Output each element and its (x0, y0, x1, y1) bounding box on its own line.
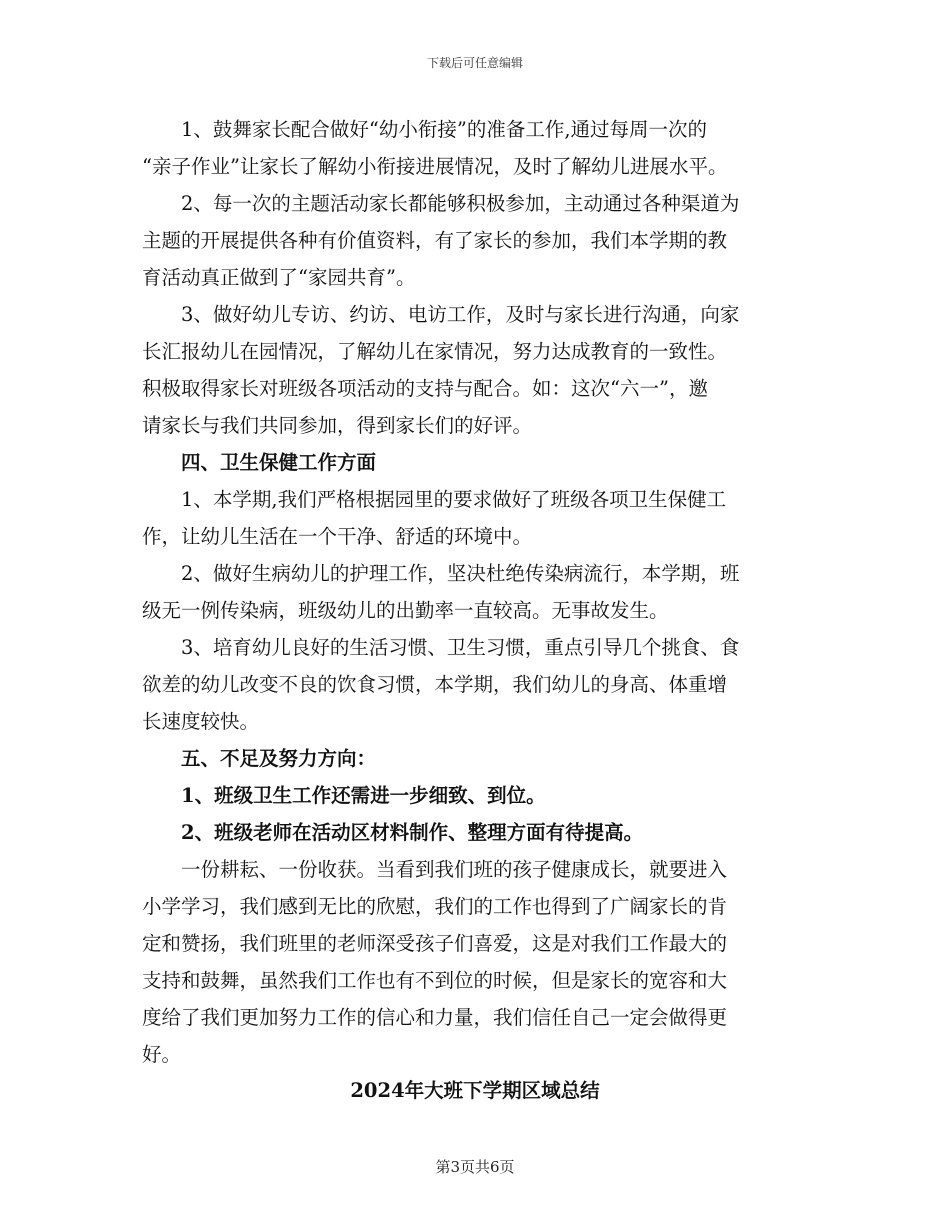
body-line: “亲子作业”让家长了解幼小衔接进展情况，及时了解幼儿进展水平。 (142, 155, 728, 178)
body-line: 请家长与我们共同参加，得到家长们的好评。 (142, 414, 533, 437)
section-heading: 四、卫生保健工作方面 (181, 451, 377, 474)
body-line: 小学学习，我们感到无比的欣慰，我们的工作也得到了广阔家长的肯 (142, 895, 728, 918)
body-line: 欲差的幼儿改变不良的饮食习惯，本学期，我们幼儿的身高、体重增 (142, 673, 728, 696)
body-line: 主题的开展提供各种有价值资料，有了家长的参加，我们本学期的教 (142, 229, 728, 252)
body-line: 3、做好幼儿专访、约访、电访工作，及时与家长进行沟通，向家 (181, 303, 740, 326)
body-line: 度给了我们更加努力工作的信心和力量，我们信任自己一定会做得更 (142, 1006, 728, 1029)
body-line: 2、每一次的主题活动家长都能够积极参加，主动通过各种渠道为 (181, 192, 740, 215)
body-line: 1、鼓舞家长配合做好“幼小衔接”的准备工作,通过每周一次的 (181, 118, 708, 141)
section-heading: 五、不足及努力方向： (181, 747, 377, 770)
body-line: 1、本学期,我们严格根据园里的要求做好了班级各项卫生保健工 (181, 488, 727, 511)
body-line: 2、做好生病幼儿的护理工作，坚决杜绝传染病流行，本学期，班 (181, 562, 740, 585)
body-line: 好。 (142, 1043, 182, 1066)
page-number: 第3页共6页 (435, 1158, 515, 1176)
body-line: 长汇报幼儿在园情况，了解幼儿在家情况，努力达成教育的一致性。 (142, 340, 728, 363)
page-header: 下载后可任意编辑 (426, 56, 523, 70)
emphasis-line: 2、班级老师在活动区材料制作、整理方面有待提高。 (181, 821, 644, 844)
document-body (142, 111, 810, 1073)
emphasis-line: 1、班级卫生工作还需进一步细致、到位。 (181, 784, 546, 807)
body-line: 长速度较快。 (142, 710, 260, 733)
body-line: 积极取得家长对班级各项活动的支持与配合。如：这次“六一”，邀 (142, 377, 708, 400)
document-title: 2024年大班下学期区域总结 (350, 1079, 600, 1102)
body-line: 作，让幼儿生活在一个干净、舒适的环境中。 (142, 525, 533, 548)
body-line: 育活动真正做到了“家园共育”。 (142, 266, 416, 289)
body-line: 3、培育幼儿良好的生活习惯、卫生习惯，重点引导几个挑食、食 (181, 636, 740, 659)
body-line: 级无一例传染病，班级幼儿的出勤率一直较高。无事故发生。 (142, 599, 669, 622)
body-line: 定和赞扬，我们班里的老师深受孩子们喜爱，这是对我们工作最大的 (142, 932, 728, 955)
body-line: 一份耕耘、一份收获。当看到我们班的孩子健康成长，就要进入 (181, 858, 728, 881)
body-line: 支持和鼓舞，虽然我们工作也有不到位的时候，但是家长的宽容和大 (142, 969, 728, 992)
